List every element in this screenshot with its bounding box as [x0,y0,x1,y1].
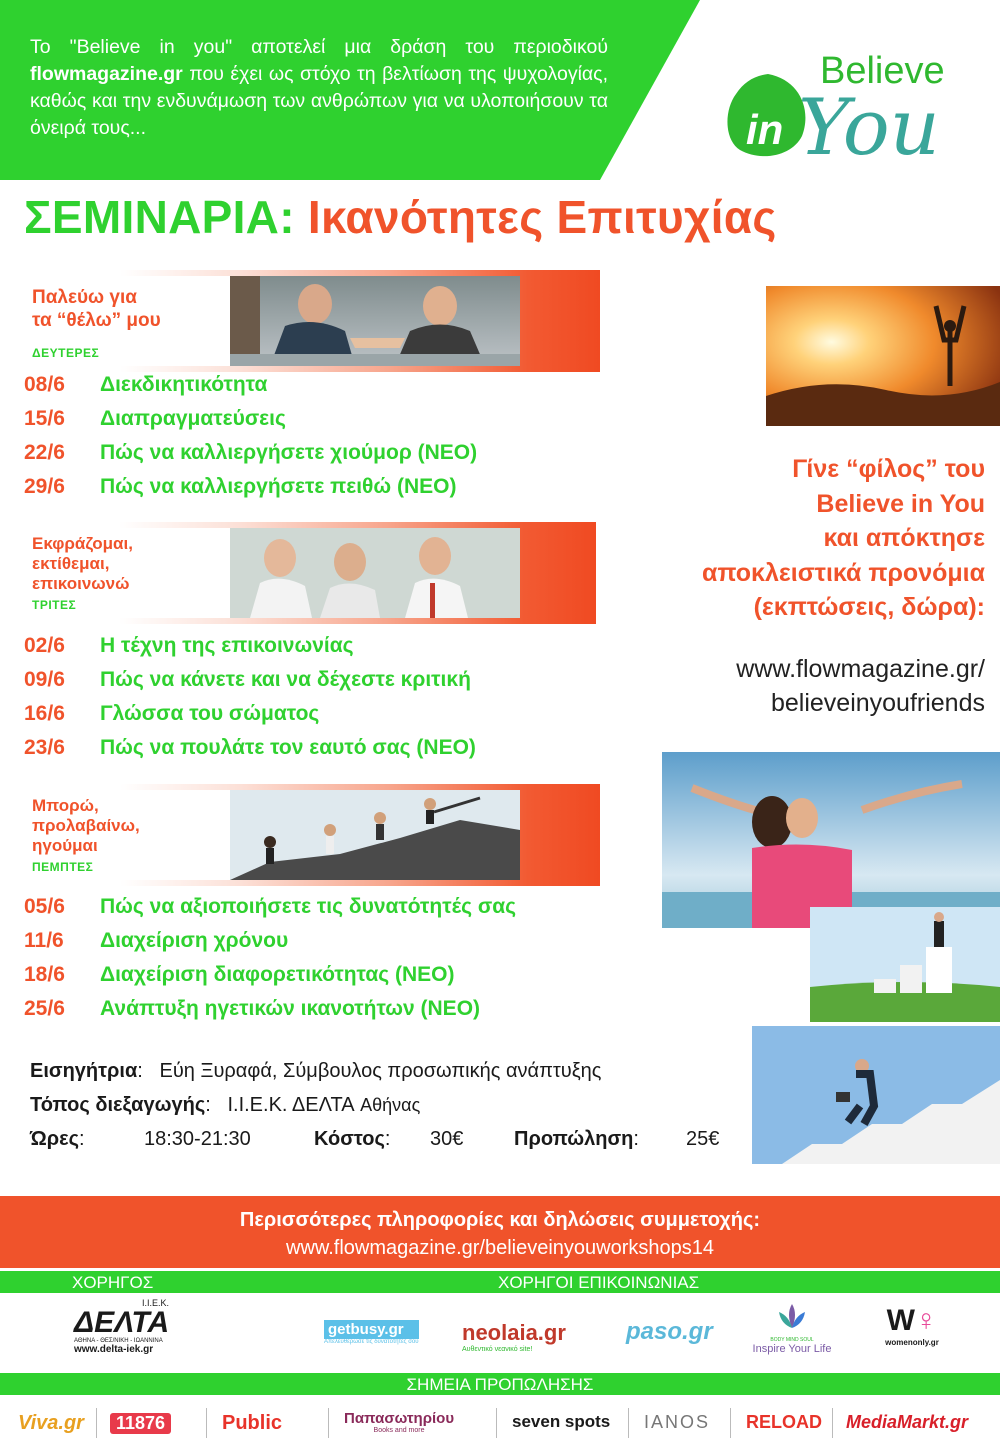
divider [496,1408,497,1438]
inspire-your-life-logo: BODY MIND SOUL Inspire Your Life [748,1302,836,1355]
podium-man-photo [810,907,1000,1022]
divider [206,1408,207,1438]
friends-promo: Γίνε “φίλος” του Believe in You και απόκτησε αποκλειστικά προνόμια (εκπτώσεις, δώρα): [701,455,985,621]
ianos-logo: IANOS [644,1412,711,1432]
session-row: 16/6 Γλώσσα του σώματος [24,702,320,725]
section-label-box [16,528,230,618]
more-info-text: Περισσότερες πληροφορίες και δηλώσεις συμμετοχής: [239,1209,761,1231]
title-part-seminars: ΣΕΜΙΝΑΡΙΑ: [24,191,295,243]
womenonly-logo: W♀ womenonly.gr [885,1304,939,1347]
reload-logo: RELOAD [746,1412,822,1432]
session-list-3 [24,895,516,1031]
beach-woman-photo [662,752,1000,928]
venue-row: Τόπος διεξαγωγής: Ι.Ι.Ε.Κ. ΔΕΛΤΑ Αθήνας [30,1094,421,1116]
stairs-businessman-photo [752,1026,1000,1164]
seven-spots-logo: seven spots [512,1412,611,1431]
presale-points-bar [0,1373,1000,1395]
event-info [30,1060,720,1162]
sponsors-bar [0,1271,1000,1293]
title-part-skills: Ικανότητες Επιτυχίας [307,191,777,243]
section-banner-2 [0,522,596,624]
session-row: 15/6 Διαπραγματεύσεις [24,407,286,430]
session-row: 02/6 Η τέχνη της επικοινωνίας [24,634,354,657]
page-title [24,190,777,244]
session-row: 05/6 Πώς να αξιοποιήσετε τις δυνατότητές σας [24,895,517,918]
section-label: Παλεύω για τα “θέλω” μου [32,287,161,331]
presale-logos-row [0,1398,1000,1453]
divider [832,1408,833,1438]
lotus-icon [775,1302,809,1332]
section-day: ΔΕΥΤΕΡΕΣ [32,346,100,360]
section-label-box [16,790,230,880]
intro-text: Το "Believe in you" αποτελεί μια δράση του περιοδικού flowmagazine.gr που έχει ως στόχο τη βελτίωση της ψυχολογίας, καθώς και την ενδυνάμωση των ανθρώπων για να υλοποιήσουν τα όνειρά τους... [30,36,608,139]
instructor-row: Εισηγήτρια: Εύη Ξυραφά, Σύμβουλος προσωπικής ανάπτυξης [30,1060,602,1082]
session-row: 08/6 Διεκδικητικότητα [24,373,268,396]
divider [96,1408,97,1438]
session-row: 11/6 Διαχείριση χρόνου [24,929,289,952]
session-row: 25/6 Ανάπτυξη ηγετικών ικανοτήτων (ΝΕΟ) [24,997,481,1020]
arm-wrestling-photo [230,276,520,366]
session-list-1 [24,373,477,509]
media-sponsors-label: ΧΟΡΗΓΟΙ ΕΠΙΚΟΙΝΩΝΙΑΣ [498,1273,700,1292]
section-label-box [16,276,230,366]
public-logo: Public [222,1412,283,1434]
paso-logo: paso.gr [626,1318,713,1345]
section-day: ΤΡΙΤΕΣ [32,598,77,612]
session-row: 29/6 Πώς να καλλιεργήσετε πειθώ (ΝΕΟ) [24,475,457,498]
logo-word-you: You [798,83,940,173]
viva-logo: Viva.gr [18,1412,84,1434]
divider [628,1408,629,1438]
section-day: ΠΕΜΠΤΕΣ [32,860,94,874]
delta-iek-logo: Ι.Ι.Ε.Κ. ΔΕΛΤΑ ΑΘΗΝΑ - ΘΕΣ/ΝΙΚΗ - ΙΩΑΝΝΙΝΑ www.delta-iek.gr [74,1298,170,1355]
session-row: 18/6 Διαχείριση διαφορετικότητας (ΝΕΟ) [24,963,455,986]
session-list-2 [24,634,476,770]
section-label: Μπορώ, προλαβαίνω, ηγούμαι [32,796,140,855]
sponsor-logos-row [0,1294,1000,1372]
section-banner-3 [0,784,600,886]
session-row: 09/6 Πώς να κάνετε και να δέχεστε κριτική [24,668,471,691]
sunset-woman-photo [766,286,1000,426]
getbusy-logo: getbusy.gr Απελευθέρωσε τις δυνατότητές σου [324,1321,419,1345]
logo-word-believe: Believe [820,50,945,92]
divider [730,1408,731,1438]
section-label: Εκφράζομαι, εκτίθεμαι, επικοινωνώ [32,534,133,593]
presale-points-label: ΣΗΜΕΙΑ ΠΡΟΠΩΛΗΣΗΣ [406,1375,594,1394]
neolaia-logo: neolaia.gr Αυθεντικό νεανικό site! [462,1320,566,1353]
11876-logo: 11876 [110,1413,171,1434]
session-row: 22/6 Πώς να καλλιεργήσετε χιούμορ (ΝΕΟ) [24,441,478,464]
believe-in-you-logo [712,40,972,173]
mediamarkt-logo: MediaMarkt.gr [846,1412,969,1432]
intro-magazine-name: flowmagazine.gr [30,63,183,85]
workshops-url[interactable]: www.flowmagazine.gr/believeinyouworkshops14 [286,1237,714,1259]
hours-cost-row: Ώρες: 18:30-21:30 Κόστος: 30€ Προπώληση: 25€ [30,1128,720,1150]
divider [328,1408,329,1438]
climbing-team-photo [230,790,520,880]
sponsor-label: ΧΟΡΗΓΟΣ [72,1273,154,1292]
logo-word-in: in [746,106,784,153]
friends-url[interactable]: www.flowmagazine.gr/ believeinyoufriends [736,655,985,717]
people-talking-photo [230,528,520,618]
session-row: 23/6 Πώς να πουλάτε τον εαυτό σας (ΝΕΟ) [24,736,476,759]
papasotiriou-logo: Παπασωτηρίου Books and more [344,1410,455,1434]
section-banner-1 [0,270,600,372]
